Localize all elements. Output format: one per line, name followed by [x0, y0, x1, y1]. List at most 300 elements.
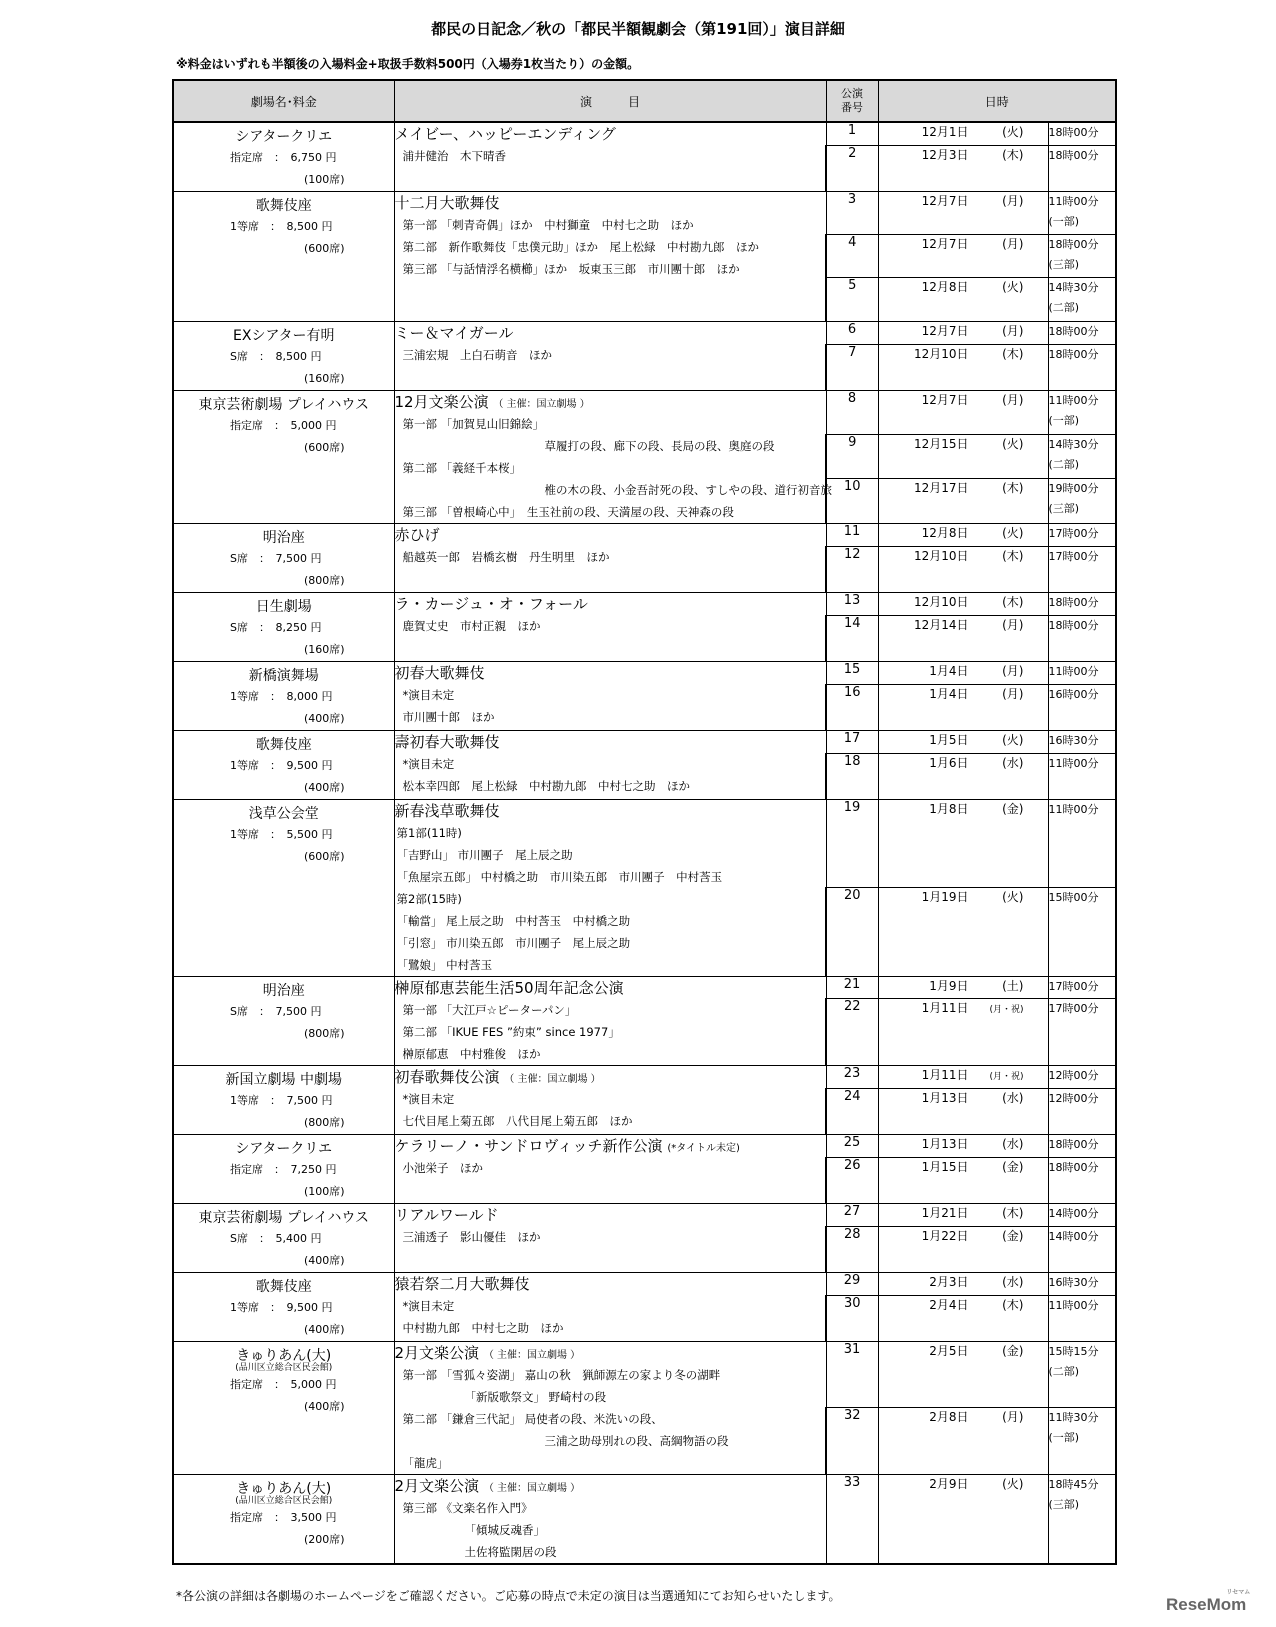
show-number: 23	[826, 1065, 878, 1088]
show-number: 31	[826, 1341, 878, 1408]
show-weekday: (火)	[1002, 525, 1024, 540]
program-line: 「鷺娘」 中村莟玉	[396, 957, 493, 972]
show-date	[878, 1272, 1048, 1295]
program-line: 小池栄子 ほか	[402, 1160, 483, 1175]
table-row	[173, 592, 1116, 615]
program-line: 第三部 「与話情浮名横櫛」ほか 坂東玉三郎 市川團十郎 ほか	[402, 262, 740, 276]
program-cell	[394, 321, 826, 390]
program-title: 2月文楽公演 （ 主催：国立劇場 ）	[394, 1343, 581, 1362]
program-line: 「傾城反魂香」	[464, 1522, 545, 1537]
show-time-value: 17時00分	[1048, 1001, 1099, 1015]
show-date	[878, 753, 1048, 799]
program-cell	[394, 192, 826, 322]
venue-seats: (400席)	[304, 711, 345, 725]
venue-seats: (800席)	[304, 1115, 345, 1129]
show-weekday: (木)	[1002, 346, 1024, 361]
show-weekday: (金)	[1002, 1343, 1024, 1358]
program-cell	[394, 1341, 826, 1474]
program-line: 土佐将監閑居の段	[464, 1544, 557, 1559]
show-time	[1048, 1226, 1116, 1272]
show-time	[1048, 753, 1116, 799]
show-weekday: (木)	[1002, 1297, 1024, 1312]
show-time-value: 17時00分	[1048, 526, 1099, 540]
program-line: 第二部 新作歌舞伎「忠僕元助」ほか 尾上松緑 中村勘九郎 ほか	[402, 240, 759, 254]
show-date-day: 12月17日	[913, 481, 969, 496]
table-header-row	[173, 80, 1116, 122]
show-weekday: (月・祝)	[989, 1004, 1024, 1015]
table-row	[173, 1134, 1116, 1157]
table-row	[173, 661, 1116, 684]
venue-seats: (400席)	[304, 1322, 345, 1336]
venue-name: 明治座	[262, 982, 305, 999]
show-date-day: 12月15日	[913, 436, 969, 451]
venue-cell	[173, 1272, 394, 1341]
program-cell	[394, 1474, 826, 1564]
show-time-value: 14時30分	[1048, 437, 1099, 451]
venue-cell	[173, 1134, 394, 1203]
show-time	[1048, 730, 1116, 753]
program-line: 「引窓」 市川染五郎 市川團子 尾上辰之助	[396, 935, 631, 950]
table-row	[173, 1272, 1116, 1295]
program-table	[172, 79, 1117, 1565]
venue-price: 指定席 ： 6,750 円	[230, 151, 337, 164]
program-title-note: （ 主催：国立劇場 ）	[504, 1073, 601, 1085]
show-date-day: 1月15日	[921, 1159, 969, 1174]
program-title: ケラリーノ・サンドロヴィッチ新作公演 (*タイトル未定)	[394, 1136, 740, 1155]
program-line: *演目未定	[402, 1298, 455, 1313]
venue-seats: (800席)	[304, 1026, 345, 1040]
show-time-value: 15時15分	[1048, 1344, 1099, 1358]
show-time-value: 18時00分	[1048, 148, 1099, 162]
show-time	[1048, 145, 1116, 191]
show-date-day: 1月13日	[921, 1090, 969, 1105]
program-title: 十二月大歌舞伎	[394, 194, 500, 212]
program-title: 12月文楽公演 （ 主催：国立劇場 ）	[394, 392, 590, 411]
show-date-day: 12月14日	[913, 617, 969, 632]
show-date	[878, 1134, 1048, 1157]
show-date	[878, 1157, 1048, 1203]
show-date-day: 1月21日	[921, 1205, 969, 1220]
program-line: 「新版歌祭文」 野崎村の段	[464, 1389, 607, 1404]
footer-note: *各公演の詳細は各劇場のホームページをご確認ください。ご応募の時点で未定の演目は当選通知にてお知らせいたします。	[176, 1589, 841, 1603]
table-row	[173, 976, 1116, 998]
show-date	[878, 615, 1048, 661]
show-time-value: 11時00分	[1048, 195, 1099, 208]
show-date-day: 12月7日	[921, 237, 969, 252]
venue-name: シアタークリエ	[235, 129, 333, 145]
show-date	[878, 976, 1048, 998]
show-time	[1048, 1134, 1116, 1157]
show-date	[878, 192, 1048, 235]
show-number: 16	[826, 684, 878, 730]
show-number: 1	[826, 122, 878, 145]
venue-name: 歌舞伎座	[255, 736, 312, 753]
show-date-day: 1月6日	[929, 755, 969, 770]
show-number: 30	[826, 1295, 878, 1341]
show-number: 12	[826, 546, 878, 592]
show-date-day: 2月3日	[929, 1274, 969, 1289]
show-weekday: (木)	[1002, 594, 1024, 609]
venue-seats: (100席)	[304, 173, 345, 186]
venue-subname: (品川区立総合区民会館)	[235, 1362, 333, 1373]
show-time	[1048, 235, 1116, 278]
show-date-day: 1月5日	[929, 732, 969, 747]
venue-cell	[173, 1341, 394, 1474]
show-weekday: (火)	[1002, 732, 1024, 747]
show-part: (二部)	[1048, 1364, 1080, 1378]
program-line: 「魚屋宗五郎」 中村橋之助 市川染五郎 市川團子 中村莟玉	[396, 869, 723, 884]
program-line: 第三部 《文楽名作入門》	[402, 1500, 533, 1515]
show-number: 27	[826, 1203, 878, 1226]
program-cell	[394, 799, 826, 976]
show-number: 6	[826, 321, 878, 344]
venue-seats: (400席)	[304, 1399, 345, 1413]
venue-seats: (400席)	[304, 780, 345, 794]
show-number: 19	[826, 799, 878, 888]
show-date	[878, 122, 1048, 145]
show-number: 5	[826, 278, 878, 321]
program-title: 2月文楽公演 （ 主催：国立劇場 ）	[394, 1476, 581, 1495]
show-date	[878, 1203, 1048, 1226]
show-number: 7	[826, 344, 878, 390]
show-date	[878, 888, 1048, 977]
program-line: 船越英一郎 岩橋玄樹 丹生明里 ほか	[402, 549, 610, 564]
program-title: メイビー、ハッピーエンディング	[394, 125, 616, 143]
show-time-value: 18時00分	[1048, 595, 1099, 609]
program-line: 七代目尾上菊五郎 八代目尾上菊五郎 ほか	[402, 1113, 633, 1128]
show-weekday: (月)	[1002, 686, 1024, 701]
show-part: (三部)	[1048, 1497, 1080, 1511]
program-title: 榊原郁恵芸能生活50周年記念公演	[394, 978, 624, 997]
show-date-day: 12月10日	[913, 594, 969, 609]
show-weekday: (木)	[1002, 147, 1024, 162]
venue-price: 1等席 ： 8,500 円	[230, 220, 333, 233]
show-time-value: 14時30分	[1048, 281, 1099, 295]
venue-cell	[173, 661, 394, 730]
show-date-day: 1月13日	[921, 1136, 969, 1151]
venue-cell	[173, 1203, 394, 1272]
venue-name: シアタークリエ	[235, 1140, 333, 1157]
show-weekday: (土)	[1002, 978, 1024, 993]
program-line: 第一部 「刺青奇偶」ほか 中村獅童 中村七之助 ほか	[402, 218, 694, 232]
show-date-day: 1月9日	[929, 978, 969, 993]
show-date-day: 1月8日	[929, 801, 969, 816]
show-number: 33	[826, 1474, 878, 1564]
table-row	[173, 730, 1116, 753]
venue-cell	[173, 730, 394, 799]
program-line: 三浦宏規 上白石萌音 ほか	[402, 347, 552, 362]
venue-price: 1等席 ： 9,500 円	[230, 758, 333, 772]
program-line: 松本幸四郎 尾上松緑 中村勘九郎 中村七之助 ほか	[402, 778, 690, 793]
show-date-day: 2月8日	[929, 1410, 969, 1425]
show-date-day: 1月4日	[929, 686, 969, 701]
table-row	[173, 1341, 1116, 1408]
show-part: (三部)	[1048, 502, 1080, 516]
show-number: 2	[826, 145, 878, 191]
venue-seats: (200席)	[304, 1532, 345, 1546]
show-date	[878, 1295, 1048, 1341]
program-title: ミー＆マイガール	[394, 323, 514, 342]
show-time-value: 18時00分	[1048, 126, 1099, 139]
venue-subname: (品川区立総合区民会館)	[235, 1495, 333, 1506]
show-date-day: 12月7日	[921, 194, 969, 208]
show-weekday: (月)	[1002, 237, 1024, 252]
venue-name: 新国立劇場 中劇場	[225, 1071, 342, 1088]
venue-name: EXシアター有明	[233, 327, 335, 344]
show-weekday: (月・祝)	[989, 1071, 1024, 1082]
show-weekday: (金)	[1002, 1228, 1024, 1243]
venue-cell	[173, 192, 394, 322]
program-line: 「吉野山」 市川團子 尾上辰之助	[396, 847, 573, 862]
show-number: 14	[826, 615, 878, 661]
show-part: (二部)	[1048, 301, 1080, 315]
show-number: 11	[826, 523, 878, 546]
show-time-value: 11時00分	[1048, 1298, 1099, 1312]
show-number: 26	[826, 1157, 878, 1203]
venue-seats: (800席)	[304, 573, 345, 587]
program-line: 市川團十郎 ほか	[402, 709, 495, 724]
program-line: 第三部 「曽根崎心中」 生玉社前の段、天満屋の段、天神森の段	[402, 504, 734, 519]
show-number: 22	[826, 998, 878, 1065]
program-cell	[394, 976, 826, 1065]
program-line: 第一部 「雪狐々姿湖」 嘉山の秋 猟師源左の家より冬の湖畔	[402, 1367, 721, 1382]
program-title: リアルワールド	[394, 1205, 499, 1224]
program-line: 鹿賀丈史 市村正親 ほか	[402, 618, 541, 633]
show-time	[1048, 1272, 1116, 1295]
show-weekday: (月)	[1002, 617, 1024, 632]
show-weekday: (木)	[1002, 1205, 1024, 1220]
show-time	[1048, 976, 1116, 998]
venue-price: 指定席 ： 5,000 円	[230, 1377, 337, 1391]
show-date-day: 12月7日	[921, 323, 969, 338]
program-line: 第一部 「大江戸☆ピーターパン」	[402, 1002, 577, 1017]
show-weekday: (水)	[1002, 755, 1024, 770]
program-cell	[394, 661, 826, 730]
show-number: 24	[826, 1088, 878, 1134]
venue-name: 日生劇場	[255, 598, 312, 615]
show-date-day: 2月4日	[929, 1297, 969, 1312]
header-program: 演 目	[394, 80, 826, 122]
show-time-value: 11時00分	[1048, 393, 1099, 407]
show-time	[1048, 799, 1116, 888]
show-weekday: (水)	[1002, 1136, 1024, 1151]
program-title: 初春大歌舞伎	[394, 663, 485, 682]
program-line: 三浦之助母別れの段、高綱物語の段	[544, 1433, 729, 1448]
page-title: 都民の日記念／秋の「都民半額観劇会（第191回）」演目詳細	[431, 20, 845, 38]
header-venue: 劇場名･料金	[173, 80, 394, 122]
show-weekday: (金)	[1002, 801, 1024, 816]
venue-seats: (160席)	[304, 371, 345, 385]
venue-cell	[173, 523, 394, 592]
venue-seats: (600席)	[304, 849, 345, 863]
table-row	[173, 1474, 1116, 1564]
header-datetime: 日時	[878, 80, 1116, 122]
show-date	[878, 998, 1048, 1065]
show-date-day: 12月3日	[921, 147, 969, 162]
show-number: 20	[826, 888, 878, 977]
show-time	[1048, 1341, 1116, 1408]
venue-price: 1等席 ： 9,500 円	[230, 1300, 333, 1314]
show-time	[1048, 1065, 1116, 1088]
show-time-value: 18時00分	[1048, 238, 1099, 252]
program-cell	[394, 390, 832, 523]
show-time-value: 11時30分	[1048, 1411, 1099, 1425]
show-weekday: (金)	[1002, 1159, 1024, 1174]
show-weekday: (水)	[1002, 1274, 1024, 1289]
table-row	[173, 523, 1116, 546]
show-weekday: (月)	[1002, 1410, 1024, 1425]
show-number: 21	[826, 976, 878, 998]
show-date	[878, 434, 1048, 478]
show-date-day: 1月4日	[929, 663, 969, 678]
show-date-day: 2月9日	[929, 1476, 969, 1491]
venue-price: 1等席 ： 8,000 円	[230, 689, 333, 703]
program-line: 榊原郁恵 中村雅俊 ほか	[402, 1046, 541, 1061]
show-time	[1048, 615, 1116, 661]
venue-name: きゅりあん(大)	[236, 1347, 332, 1364]
show-date-day: 1月22日	[921, 1228, 969, 1243]
show-weekday: (火)	[1002, 436, 1024, 451]
program-line: *演目未定	[402, 1091, 455, 1106]
show-time	[1048, 434, 1116, 478]
program-cell	[394, 730, 826, 799]
program-line: 第一部 「加賀見山旧錦絵」	[402, 416, 545, 431]
venue-price: S席 ： 8,250 円	[230, 620, 322, 634]
show-number: 18	[826, 753, 878, 799]
venue-cell	[173, 1474, 394, 1564]
show-date	[878, 1226, 1048, 1272]
venue-cell	[173, 1065, 394, 1134]
show-date-day: 12月10日	[913, 548, 969, 563]
show-weekday: (火)	[1002, 125, 1024, 139]
show-time	[1048, 523, 1116, 546]
venue-name: 浅草公会堂	[248, 805, 319, 822]
show-weekday: (木)	[1002, 481, 1024, 496]
show-time	[1048, 1408, 1116, 1475]
show-time-value: 18時00分	[1048, 1137, 1099, 1151]
show-date-day: 12月8日	[921, 525, 969, 540]
program-line: *演目未定	[402, 756, 455, 771]
venue-cell	[173, 592, 394, 661]
show-time-value: 19時00分	[1048, 482, 1099, 496]
program-cell	[394, 592, 826, 661]
venue-name: きゅりあん(大)	[236, 1480, 332, 1497]
program-cell	[394, 1272, 826, 1341]
show-time	[1048, 1295, 1116, 1341]
show-time-value: 16時30分	[1048, 1275, 1099, 1289]
program-line: 「輸當」 尾上辰之助 中村莟玉 中村橋之助	[396, 913, 631, 928]
venue-price: 指定席 ： 5,000 円	[230, 418, 337, 432]
program-line: 「龍虎」	[402, 1455, 449, 1470]
show-weekday: (火)	[1002, 890, 1024, 905]
show-date	[878, 546, 1048, 592]
program-line: 第2部(15時)	[396, 891, 462, 906]
show-date	[878, 390, 1048, 434]
show-time-value: 14時00分	[1048, 1229, 1099, 1243]
venue-name: 歌舞伎座	[255, 198, 312, 214]
venue-price: S席 ： 7,500 円	[230, 1004, 322, 1018]
show-number: 29	[826, 1272, 878, 1295]
show-number: 4	[826, 235, 878, 278]
show-time	[1048, 390, 1116, 434]
show-weekday: (火)	[1002, 1476, 1024, 1491]
show-part: (三部)	[1048, 258, 1080, 272]
venue-cell	[173, 122, 394, 192]
show-weekday: (月)	[1002, 392, 1024, 407]
venue-seats: (400席)	[304, 1253, 345, 1267]
show-part: (一部)	[1048, 1431, 1080, 1445]
show-part: (一部)	[1048, 215, 1080, 228]
show-time	[1048, 1203, 1116, 1226]
show-date-day: 1月19日	[921, 890, 969, 905]
venue-price: 1等席 ： 7,500 円	[230, 1093, 333, 1107]
program-cell	[394, 523, 826, 592]
program-line: 三浦透子 影山優佳 ほか	[402, 1229, 541, 1244]
show-time	[1048, 592, 1116, 615]
table-row	[173, 390, 1116, 434]
show-weekday: (月)	[1002, 194, 1024, 208]
show-time	[1048, 321, 1116, 344]
program-cell	[394, 1203, 826, 1272]
show-time-value: 18時00分	[1048, 1160, 1099, 1174]
table-row	[173, 192, 1116, 235]
venue-cell	[173, 390, 394, 523]
program-line: 椎の木の段、小金吾討死の段、すしやの段、道行初音旅	[544, 482, 832, 497]
show-number: 28	[826, 1226, 878, 1272]
show-time	[1048, 546, 1116, 592]
table-row	[173, 799, 1116, 888]
show-weekday: (水)	[1002, 1090, 1024, 1105]
show-time	[1048, 344, 1116, 390]
show-date	[878, 344, 1048, 390]
show-time-value: 12時00分	[1048, 1091, 1099, 1105]
show-date	[878, 1065, 1048, 1088]
show-number: 25	[826, 1134, 878, 1157]
show-time	[1048, 998, 1116, 1065]
show-time	[1048, 684, 1116, 730]
show-time	[1048, 1474, 1116, 1564]
venue-cell	[173, 321, 394, 390]
program-line: 第1部(11時)	[396, 825, 462, 840]
show-time-value: 16時30分	[1048, 733, 1099, 747]
show-date	[878, 684, 1048, 730]
show-date	[878, 799, 1048, 888]
program-line: *演目未定	[402, 687, 455, 702]
show-date-day: 12月1日	[921, 125, 969, 139]
program-cell	[394, 1065, 826, 1134]
show-time-value: 17時00分	[1048, 549, 1099, 563]
venue-name: 明治座	[262, 529, 305, 546]
show-date-day: 12月8日	[921, 280, 969, 295]
show-date	[878, 1088, 1048, 1134]
show-date-day: 12月10日	[913, 346, 969, 361]
program-title: 猿若祭二月大歌舞伎	[394, 1274, 530, 1293]
show-time	[1048, 888, 1116, 977]
show-date	[878, 1474, 1048, 1564]
show-time-value: 11時00分	[1048, 802, 1099, 816]
show-number: 8	[826, 390, 878, 434]
program-title: 壽初春大歌舞伎	[394, 732, 500, 751]
show-time	[1048, 278, 1116, 321]
program-title-note: (*タイトル未定)	[667, 1142, 740, 1154]
program-title-note: （ 主催：国立劇場 ）	[483, 1349, 581, 1361]
show-weekday: (月)	[1002, 663, 1024, 678]
show-number: 15	[826, 661, 878, 684]
venue-name: 歌舞伎座	[255, 1278, 312, 1295]
show-time-value: 18時00分	[1048, 618, 1099, 632]
program-title: 初春歌舞伎公演 （ 主催：国立劇場 ）	[394, 1067, 601, 1086]
program-cell	[394, 1134, 826, 1203]
